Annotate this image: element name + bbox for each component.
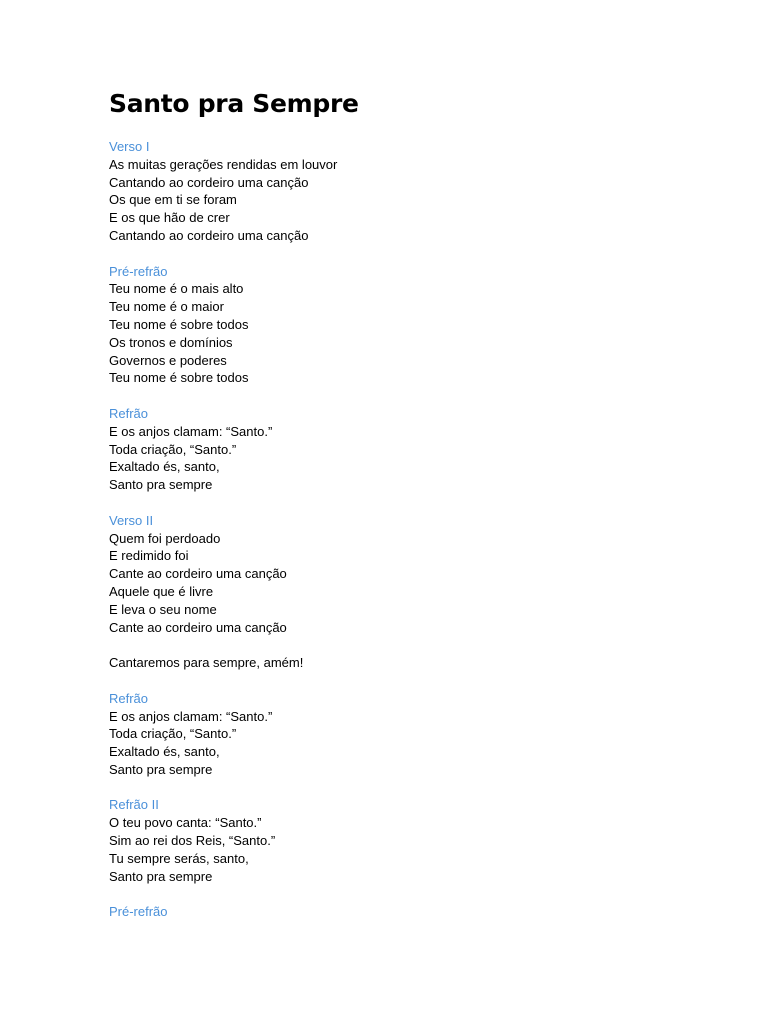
lyrics-sections — [109, 138, 709, 921]
lyric-line: As muitas gerações rendidas em louvor — [109, 156, 338, 172]
lyric-line: Aquele que é livre — [109, 583, 214, 599]
lyric-line: E os anjos clamam: “Santo.” — [109, 423, 273, 439]
lyric-line: Santo pra sempre — [109, 868, 213, 884]
lyrics-section — [109, 690, 709, 779]
lyric-line: Cante ao cordeiro uma canção — [109, 619, 287, 635]
lyric-line: E redimido foi — [109, 548, 189, 564]
lyric-line: Santo pra sempre — [109, 761, 213, 777]
lyric-line: Cantando ao cordeiro uma canção — [109, 174, 309, 190]
lyric-line: Cantaremos para sempre, amém! — [109, 655, 304, 671]
lyric-line: Toda criação, “Santo.” — [109, 726, 237, 742]
lyrics-section — [109, 796, 709, 885]
lyric-line: Cantando ao cordeiro uma canção — [109, 227, 309, 243]
lyric-line: Exaltado és, santo, — [109, 744, 220, 760]
song-title: Santo pra Sempre — [109, 89, 359, 118]
section-heading: Pré-refrão — [109, 263, 168, 279]
lyric-line: Os tronos e domínios — [109, 334, 233, 350]
lyric-line: Teu nome é o mais alto — [109, 281, 244, 297]
lyric-line: E os que hão de crer — [109, 210, 230, 226]
lyric-line: Santo pra sempre — [109, 477, 213, 493]
lyric-line: Os que em ti se foram — [109, 192, 237, 208]
lyric-line: Toda criação, “Santo.” — [109, 441, 237, 457]
lyrics-section — [109, 263, 709, 388]
lyric-line: Governos e poderes — [109, 352, 227, 368]
lyric-line: O teu povo canta: “Santo.” — [109, 815, 262, 831]
lyric-line: E leva o seu nome — [109, 601, 217, 617]
lyric-line: Tu sempre serás, santo, — [109, 850, 249, 866]
lyrics-content — [109, 86, 709, 939]
section-heading: Verso I — [109, 139, 150, 154]
section-heading: Refrão II — [109, 797, 159, 813]
lyric-line: E os anjos clamam: “Santo.” — [109, 708, 273, 724]
lyric-line: Quem foi perdoado — [109, 530, 221, 546]
section-heading: Verso II — [109, 512, 154, 528]
lyric-line: Sim ao rei dos Reis, “Santo.” — [109, 833, 276, 849]
lyric-line: Teu nome é sobre todos — [109, 370, 249, 386]
section-heading: Refrão — [109, 690, 149, 706]
lyrics-section — [109, 405, 709, 494]
lyric-line: Teu nome é o maior — [109, 299, 224, 315]
lyrics-section — [109, 138, 709, 245]
section-heading: Refrão — [109, 405, 149, 421]
lyrics-section — [109, 654, 709, 672]
section-heading: Pré-refrão — [109, 904, 168, 920]
lyric-line: Cante ao cordeiro uma canção — [109, 566, 287, 582]
lyrics-section — [109, 903, 709, 921]
lyric-line: Exaltado és, santo, — [109, 459, 220, 475]
lyric-line: Teu nome é sobre todos — [109, 316, 249, 332]
lyrics-section — [109, 512, 709, 637]
